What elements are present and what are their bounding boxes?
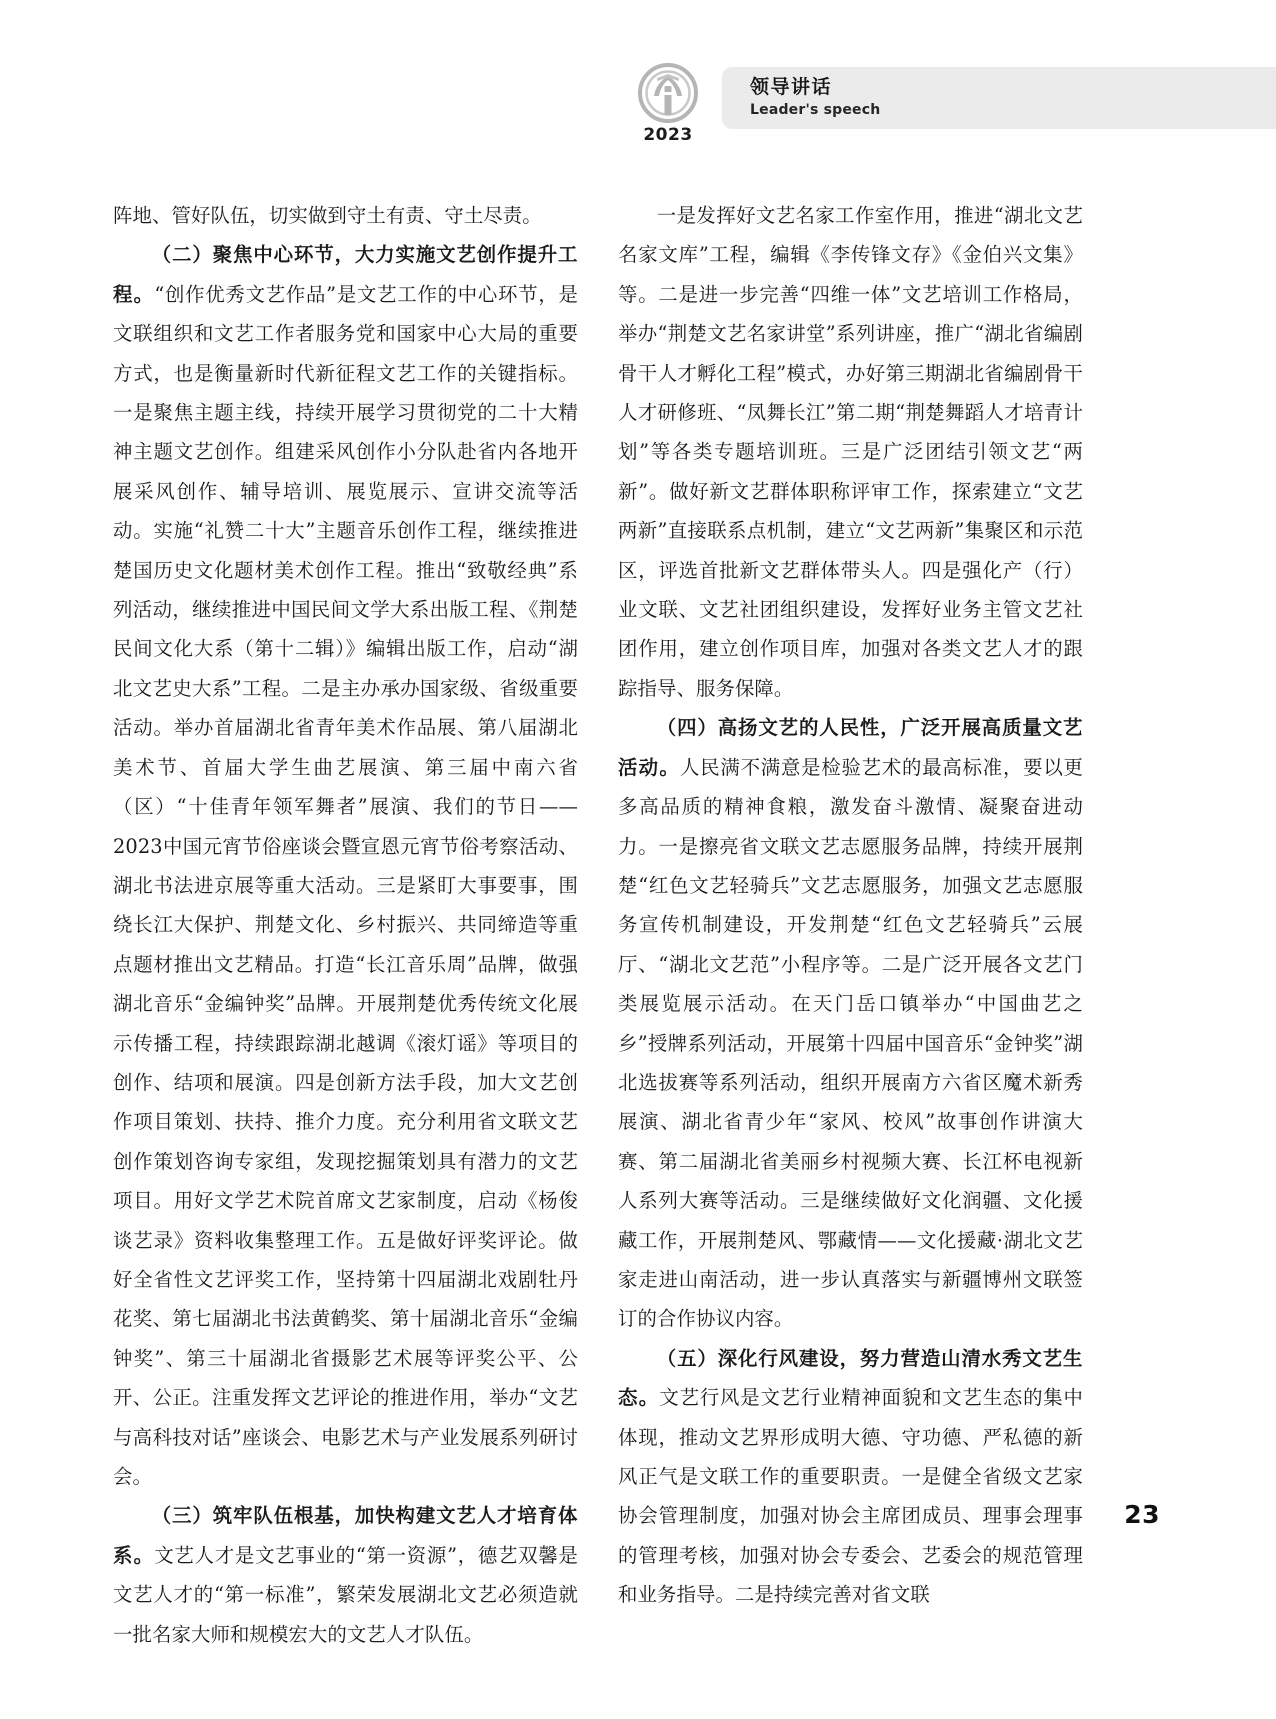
paragraph <box>113 235 578 1496</box>
paragraph <box>618 1339 1083 1615</box>
header-title-en: Leader's speech <box>750 102 881 119</box>
paragraph <box>113 196 578 235</box>
body-text-run: 文艺人才是文艺事业的“第一资源”，德艺双馨是文艺人才的“第一标准”，繁荣发展湖北文艺必须造就一批名家大师和规模宏大的文艺人才队伍。 <box>113 1543 579 1646</box>
body-text-run: 阵地、管好队伍，切实做到守土有责、守土尽责。 <box>113 204 542 227</box>
header-logo-block <box>632 62 704 145</box>
header-title-cn: 领导讲话 <box>750 76 833 99</box>
body-columns <box>113 196 1163 1654</box>
page-number: 23 <box>1124 1500 1160 1529</box>
body-text-run: 一是发挥好文艺名家工作室作用，推进“湖北文艺名家文库”工程，编辑《李传锋文存》《金伯兴文集》等。二是进一步完善“四维一体”文艺培训工作格局，举办“荆楚文艺名家讲堂”系列讲座，推广“湖北省编剧骨干人才孵化工程”模式，办好第三期湖北省编剧骨干人才研修班、“凤舞长江”第二期“荆楚舞蹈人才培青计划”等各类专题培训班。三是广泛团结引领文艺“两新”。做好新文艺群体职称评审工作，探索建立“文艺两新”直接联系点机制，建立“文艺两新”集聚区和示范区，评选首批新文艺群体带头人。四是强化产（行）业文联、文艺社团组织建设，发挥好业务主管文艺社团作用，建立创作项目库，加强对各类文艺人才的跟踪指导、服务保障。 <box>618 204 1083 700</box>
section-heading-run: （三）筑牢队伍根基，加快构建文艺人才培育体系。 <box>113 1504 578 1567</box>
right-text-column <box>618 196 1083 1654</box>
running-header <box>0 58 1276 148</box>
paragraph <box>113 1496 578 1654</box>
paragraph <box>618 708 1083 1339</box>
header-title-pill <box>722 67 1276 129</box>
section-heading-run: （二）聚焦中心环节，大力实施文艺创作提升工程。 <box>113 243 578 306</box>
section-heading-run: （五）深化行风建设，努力营造山清水秀文艺生态。 <box>618 1346 1083 1410</box>
paragraph <box>618 196 1083 708</box>
body-text-run: “创作优秀文艺作品”是文艺工作的中心环节，是文联组织和文艺工作者服务党和国家中心大局的重要方式，也是衡量新时代新征程文艺工作的关键指标。一是聚焦主题主线，持续开展学习贯彻党的二十大精神主题文艺创作。组建采风创作小分队赴省内各地开展采风创作、辅导培训、展览展示、宣讲交流等活动。实施“礼赞二十大”主题音乐创作工程，继续推进楚国历史文化题材美术创作工程。推出“致敬经典”系列活动，继续推进中国民间文学大系出版工程、《荆楚民间文化大系（第十二辑）》编辑出版工作，启动“湖北文艺史大系”工程。二是主办承办国家级、省级重要活动。举办首届湖北省青年美术作品展、第八届湖北美术节、首届大学生曲艺展演、第三届中南六省（区）“十佳青年领军舞者”展演、我们的节日——2023中国元宵节俗座谈会暨宣恩元宵节俗考察活动、湖北书法进京展等重大活动。三是紧盯大事要事，围绕长江大保护、荆楚文化、乡村振兴、共同缔造等重点题材推出文艺精品。打造“长江音乐周”品牌，做强湖北音乐“金编钟奖”品牌。开展荆楚优秀传统文化展示传播工程，持续跟踪湖北越调《滚灯谣》等项目的创作、结项和展演。四是创新方法手段，加大文艺创作项目策划、扶持、推介力度。充分利用省文联文艺创作策划咨询专家组，发现挖掘策划具有潜力的文艺项目。用好文学艺术院首席文艺家制度，启动《杨俊谈艺录》资料收集整理工作。五是做好评奖评论。做好全省性文艺评奖工作，坚持第十四届湖北戏剧牡丹花奖、第七届湖北书法黄鹤奖、第十届湖北音乐“金编钟奖”、第三十届湖北省摄影艺术展等评奖公平、公开、公正。注重发挥文艺评论的推进作用，举办“文艺与高科技对话”座谈会、电影艺术与产业发展系列研讨会。 <box>113 282 579 1488</box>
body-text-run: 人民满不满意是检验艺术的最高标准，要以更多高品质的精神食粮，激发奋斗激情、凝聚奋进动力。一是擦亮省文联文艺志愿服务品牌，持续开展荆楚“红色文艺轻骑兵”文艺志愿服务，加强文艺志愿服务宣传机制建设，开发荆楚“红色文艺轻骑兵”云展厅、“湖北文艺范”小程序等。二是广泛开展各文艺门类展览展示活动。在天门岳口镇举办“中国曲艺之乡”授牌系列活动，开展第十四届中国音乐“金钟奖”湖北选拔赛等系列活动，组织开展南方六省区魔术新秀展演、湖北省青少年“家风、校风”故事创作讲演大赛、第二届湖北省美丽乡村视频大赛、长江杯电视新人系列大赛等活动。三是继续做好文化润疆、文化援藏工作，开展荆楚风、鄂藏情——文化援藏·湖北文艺家走进山南活动，进一步认真落实与新疆博州文联签订的合作协议内容。 <box>618 755 1083 1331</box>
federation-emblem-icon <box>635 62 701 124</box>
section-heading-run: （四）高扬文艺的人民性，广泛开展高质量文艺活动。 <box>618 716 1083 779</box>
left-text-column <box>113 196 578 1654</box>
header-year: 2023 <box>643 124 693 145</box>
body-text-run: 文艺行风是文艺行业精神面貌和文艺生态的集中体现，推动文艺界形成明大德、守功德、严私德的新风正气是文联工作的重要职责。一是健全省级文艺家协会管理制度，加强对协会主席团成员、理事会理事的管理考核，加强对协会专委会、艺委会的规范管理和业务指导。二是持续完善对省文联 <box>618 1386 1083 1607</box>
